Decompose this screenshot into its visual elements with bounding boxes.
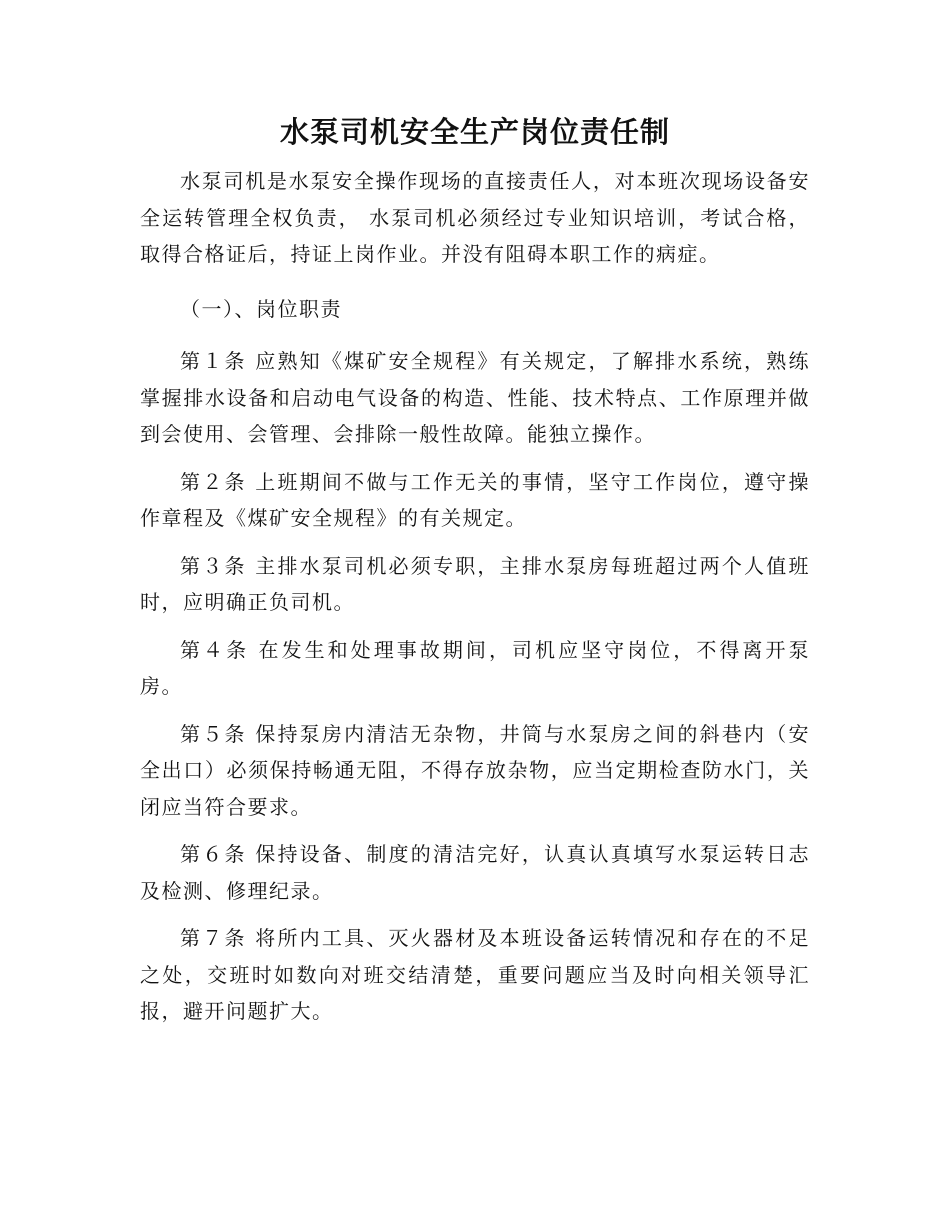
article-1: 第１条 应熟知《煤矿安全规程》有关规定，了解排水系统，熟练掌握排水设备和启动电气设备的构造、性能、技术特点、工作原理并做到会使用、会管理、会排除一般性故障。能独立操作。: [140, 349, 810, 446]
article-4: 第４条 在发生和处理事故期间，司机应坚守岗位，不得离开泵房。: [140, 637, 810, 698]
article-6: 第６条 保持设备、制度的清洁完好，认真认真填写水泵运转日志及检测、修理纪录。: [140, 842, 810, 903]
article-5: 第５条 保持泵房内清洁无杂物，井筒与水泵房之间的斜巷内（安全出口）必须保持畅通无阻，不得存放杂物，应当定期检查防水门，关闭应当符合要求。: [140, 721, 810, 819]
intro-paragraph: 水泵司机是水泵安全操作现场的直接责任人，对本班次现场设备安全运转管理全权负责， 水泵司机必须经过专业知识培训，考试合格，取得合格证后，持证上岗作业。并没有阻碍本职工作的病症。: [140, 169, 810, 266]
document-title: 水泵司机安全生产岗位责任制: [279, 115, 670, 149]
document-body: [140, 163, 810, 1030]
article-3: 第３条 主排水泵司机必须专职，主排水泵房每班超过两个人值班时，应明确正负司机。: [140, 553, 810, 614]
article-7: 第７条 将所内工具、灭火器材及本班设备运转情况和存在的不足之处，交班时如数向对班交结清楚，重要问题应当及时向相关领导汇报，避开问题扩大。: [140, 926, 810, 1023]
section-heading-duties: （一）、岗位职责: [180, 296, 342, 321]
article-2: 第２条 上班期间不做与工作无关的事情，坚守工作岗位，遵守操作章程及《煤矿安全规程》的有关规定。: [140, 469, 810, 530]
